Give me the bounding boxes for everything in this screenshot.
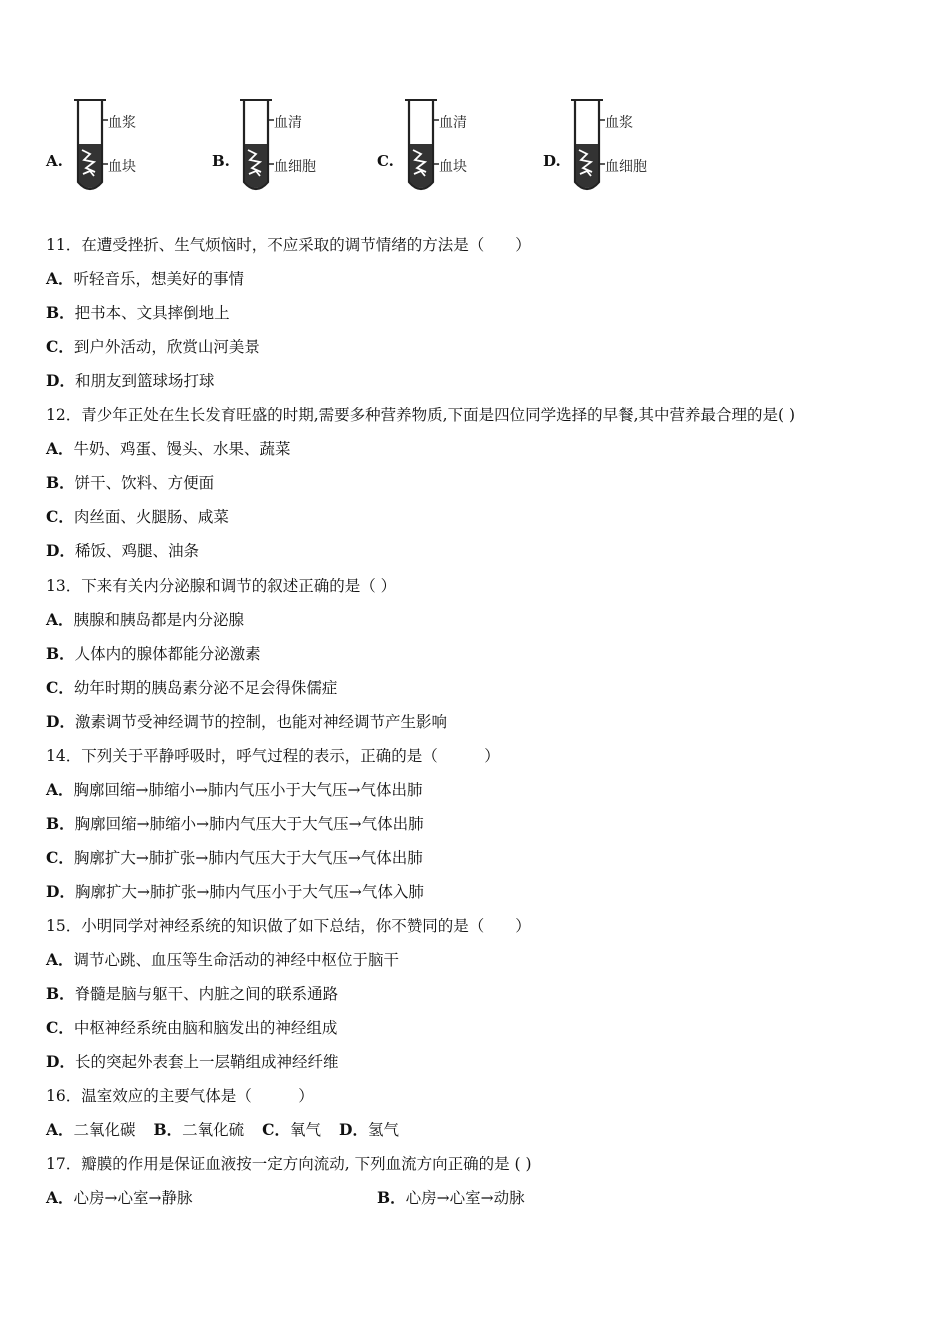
option-text: 胸廓回缩→肺缩小→肺内气压小于大气压→气体出肺	[73, 781, 423, 799]
tube-option-a[interactable]	[46, 90, 216, 205]
option-text: 心房→心室→动脉	[405, 1189, 525, 1207]
lower-layer-label: 血块	[439, 159, 467, 175]
option-text: 氧气	[290, 1121, 322, 1139]
question-number: 13．	[46, 577, 82, 595]
question-14-option-d[interactable]	[46, 882, 424, 902]
option-letter: D．	[46, 541, 75, 560]
option-text: 肉丝面、火腿肠、咸菜	[73, 508, 229, 526]
question-13-option-c[interactable]	[46, 678, 337, 698]
upper-layer-label: 血清	[274, 115, 302, 131]
option-letter: C．	[262, 1120, 291, 1139]
option-text: 胰腺和胰岛都是内分泌腺	[73, 611, 245, 629]
option-text: 激素调节受神经调节的控制，也能对神经调节产生影响	[74, 713, 447, 731]
option-letter: A．	[46, 780, 74, 799]
option-text: 牛奶、鸡蛋、馒头、水果、蔬菜	[73, 440, 291, 458]
question-12-option-c[interactable]	[46, 507, 229, 527]
question-text: 瓣膜的作用是保证血液按一定方向流动, 下列血流方向正确的是 ( )	[81, 1155, 532, 1173]
option-letter: A．	[46, 269, 74, 288]
option-letter: A．	[46, 610, 74, 629]
tube-option-d[interactable]	[543, 90, 713, 205]
tube-option-c[interactable]	[377, 90, 547, 205]
option-letter: B．	[377, 1188, 406, 1207]
question-13-option-a[interactable]	[46, 610, 244, 630]
option-text: 心房→心室→静脉	[73, 1189, 193, 1207]
option-text: 胸廓扩大→肺扩张→肺内气压大于大气压→气体出肺	[73, 849, 423, 867]
question-16-option-b[interactable]	[154, 1121, 245, 1139]
question-15-option-a[interactable]	[46, 950, 399, 970]
question-12-option-a[interactable]	[46, 439, 291, 459]
question-13-stem	[46, 576, 396, 596]
option-text: 胸廓扩大→肺扩张→肺内气压小于大气压→气体入肺	[74, 883, 424, 901]
option-letter: A．	[46, 1120, 74, 1139]
lower-layer-label: 血细胞	[605, 159, 647, 175]
question-11-stem	[46, 235, 531, 255]
tube-option-b[interactable]	[212, 90, 382, 205]
option-letter: D．	[46, 371, 75, 390]
option-text: 脊髓是脑与躯干、内脏之间的联系通路	[74, 985, 339, 1003]
question-number: 17．	[46, 1155, 82, 1173]
question-text: 下列关于平静呼吸时，呼气过程的表示，正确的是（ ）	[81, 747, 500, 765]
question-text: 在遭受挫折、生气烦恼时，不应采取的调节情绪的方法是（ ）	[81, 236, 531, 254]
option-text: 胸廓回缩→肺缩小→肺内气压大于大气压→气体出肺	[74, 815, 424, 833]
option-text: 稀饭、鸡腿、油条	[74, 542, 199, 560]
option-text: 氢气	[367, 1121, 399, 1139]
question-11-option-b[interactable]	[46, 303, 230, 323]
option-letter: D．	[46, 1052, 75, 1071]
lower-layer-label: 血细胞	[274, 159, 316, 175]
option-text: 二氧化碳	[73, 1121, 136, 1139]
test-tube-icon	[403, 98, 439, 198]
question-16-stem	[46, 1086, 314, 1106]
question-12-option-b[interactable]	[46, 473, 214, 493]
option-text: 长的突起外表套上一层鞘组成神经纤维	[74, 1053, 339, 1071]
option-letter: A.	[46, 152, 63, 170]
question-12-option-d[interactable]	[46, 541, 199, 561]
blood-tube-options	[0, 90, 950, 205]
question-17-option-a[interactable]	[46, 1188, 193, 1208]
option-letter: D．	[46, 712, 75, 731]
question-11-option-c[interactable]	[46, 337, 260, 357]
question-12-stem	[46, 405, 795, 425]
question-number: 12．	[46, 406, 82, 424]
option-letter: C.	[377, 152, 394, 170]
upper-layer-label: 血浆	[605, 115, 633, 131]
option-letter: C．	[46, 337, 74, 356]
option-text: 人体内的腺体都能分泌激素	[74, 645, 261, 663]
option-text: 把书本、文具摔倒地上	[74, 304, 230, 322]
question-number: 16．	[46, 1087, 82, 1105]
question-14-option-a[interactable]	[46, 780, 423, 800]
question-15-option-b[interactable]	[46, 984, 338, 1004]
option-text: 中枢神经系统由脑和脑发出的神经组成	[73, 1019, 338, 1037]
question-16-option-c[interactable]	[262, 1121, 321, 1139]
question-17-stem	[46, 1154, 532, 1174]
question-number: 14．	[46, 747, 82, 765]
question-text: 青少年正处在生长发育旺盛的时期,需要多种营养物质,下面是四位同学选择的早餐,其中营养最合理的是( )	[81, 406, 796, 424]
question-11-option-d[interactable]	[46, 371, 214, 391]
option-letter: C．	[46, 848, 74, 867]
option-letter: B．	[46, 303, 75, 322]
question-text: 温室效应的主要气体是（ ）	[81, 1087, 314, 1105]
option-letter: D．	[339, 1120, 368, 1139]
test-tube-icon	[238, 98, 274, 198]
option-text: 听轻音乐，想美好的事情	[73, 270, 245, 288]
question-15-stem	[46, 916, 531, 936]
option-letter: B.	[212, 152, 230, 170]
option-letter: B．	[46, 984, 75, 1003]
question-16-option-a[interactable]	[46, 1121, 136, 1139]
option-letter: B．	[46, 644, 75, 663]
question-13-option-d[interactable]	[46, 712, 447, 732]
question-number: 15．	[46, 917, 82, 935]
option-text: 饼干、饮料、方便面	[74, 474, 215, 492]
option-text: 调节心跳、血压等生命活动的神经中枢位于脑干	[73, 951, 400, 969]
option-letter: A．	[46, 439, 74, 458]
option-text: 到户外活动，欣赏山河美景	[73, 338, 260, 356]
question-13-option-b[interactable]	[46, 644, 261, 664]
question-15-option-c[interactable]	[46, 1018, 337, 1038]
option-letter: D.	[543, 152, 561, 170]
question-16-option-d[interactable]	[339, 1121, 399, 1139]
option-letter: A．	[46, 1188, 74, 1207]
option-letter: A．	[46, 950, 74, 969]
question-14-stem	[46, 746, 500, 766]
question-text: 下来有关内分泌腺和调节的叙述正确的是（ ）	[81, 577, 397, 595]
option-letter: B．	[153, 1120, 183, 1139]
option-text: 和朋友到篮球场打球	[74, 372, 215, 390]
question-17-option-b[interactable]	[377, 1188, 525, 1208]
lower-layer-label: 血块	[108, 159, 136, 175]
question-text: 小明同学对神经系统的知识做了如下总结，你不赞同的是（ ）	[81, 917, 531, 935]
question-11-option-a[interactable]	[46, 269, 244, 289]
question-15-option-d[interactable]	[46, 1052, 338, 1072]
option-letter: C．	[46, 1018, 74, 1037]
question-16-options	[46, 1120, 417, 1140]
option-letter: C．	[46, 507, 74, 526]
option-letter: B．	[46, 814, 75, 833]
test-tube-icon	[569, 98, 605, 198]
upper-layer-label: 血清	[439, 115, 467, 131]
option-letter: B．	[46, 473, 75, 492]
upper-layer-label: 血浆	[108, 115, 136, 131]
option-text: 二氧化硫	[182, 1121, 245, 1139]
option-letter: D．	[46, 882, 75, 901]
test-tube-icon	[72, 98, 108, 198]
question-number: 11．	[46, 236, 82, 254]
question-14-option-c[interactable]	[46, 848, 423, 868]
option-text: 幼年时期的胰岛素分泌不足会得侏儒症	[73, 679, 338, 697]
option-letter: C．	[46, 678, 74, 697]
question-14-option-b[interactable]	[46, 814, 424, 834]
